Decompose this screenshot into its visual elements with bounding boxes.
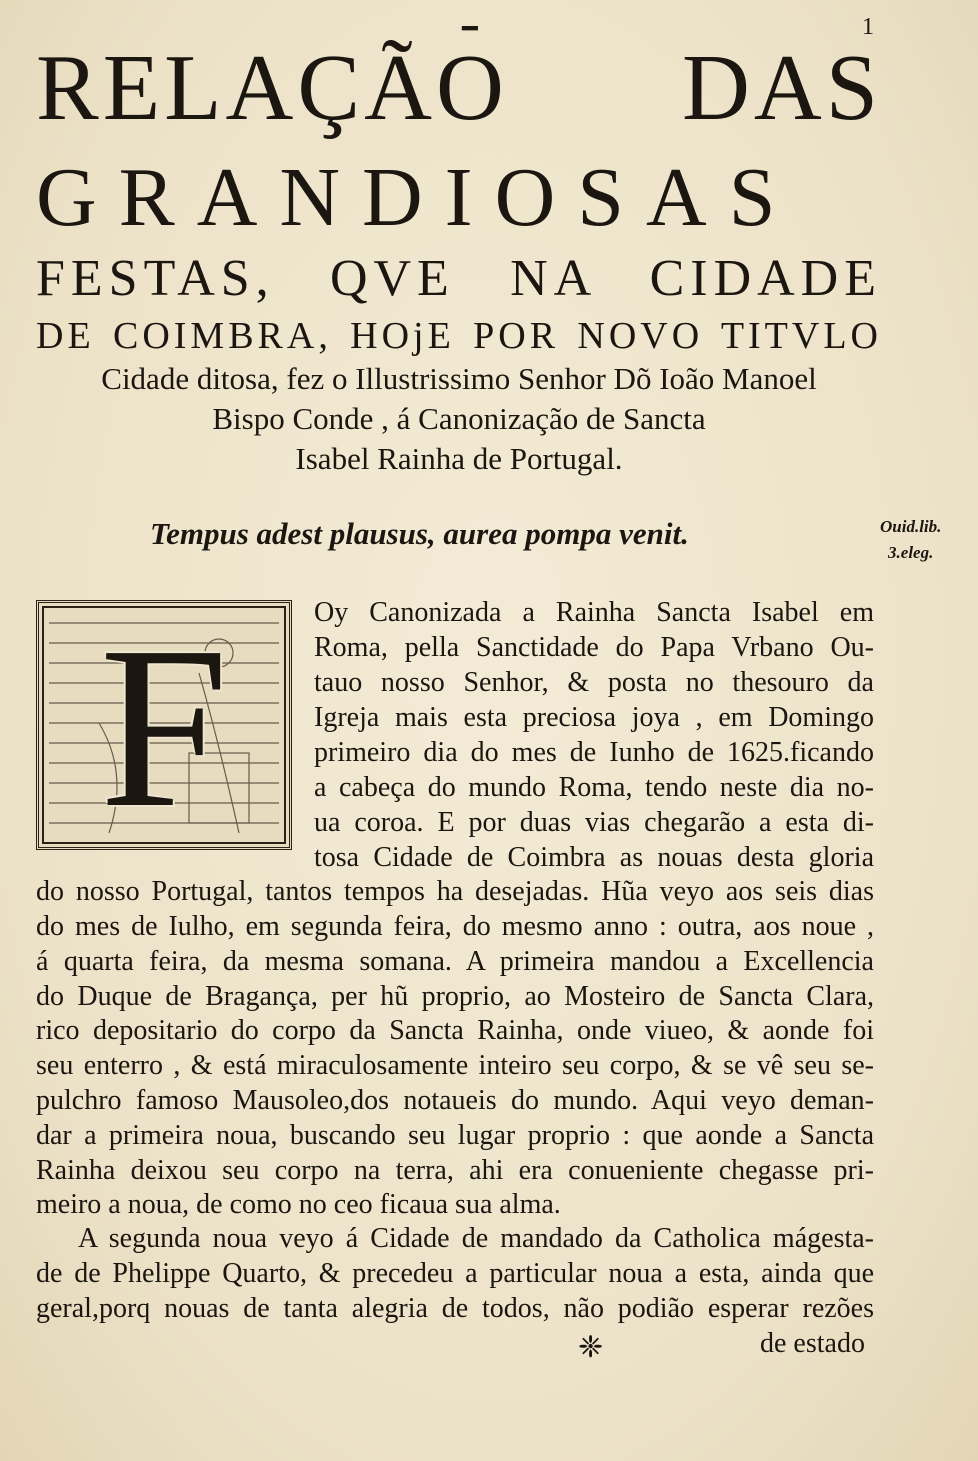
catchword: de estado — [760, 1328, 865, 1359]
margin-citation-line-2: 3.eleg. — [888, 543, 934, 562]
body-line: a cabeça do mundo Roma, tendo neste dia no- — [314, 772, 874, 803]
subtitle-line-2: Bispo Conde , á Canonização de Sancta — [212, 401, 706, 436]
initial-letter: F — [99, 599, 229, 856]
body-line: rico depositario do corpo da Sancta Rainha, onde viueo, & aonde foi — [36, 1015, 874, 1046]
body-line: tauo nosso Senhor, & posta no thesouro da — [314, 667, 874, 698]
body-line: tosa Cidade de Coimbra as nouas desta gloria — [314, 842, 874, 873]
body-line: á quarta feira, da mesma somana. A primeira mandou a Excellencia — [36, 946, 874, 977]
woodcut-initial — [36, 599, 292, 856]
body-line: Roma, pella Sanctidade do Papa Vrbano Ou- — [314, 632, 874, 663]
page-number: 1 — [862, 14, 874, 40]
body-line: geral,porq nouas de tanta alegria de todos, não podião esperar rezões — [36, 1293, 874, 1324]
body-line: A segunda noua veyo á Cidade de mandado da Catholica mágesta- — [78, 1223, 874, 1254]
body-line: do nosso Portugal, tantos tempos ha desejadas. Hũa veyo aos seis dias — [36, 876, 874, 907]
title-line-1: RELAÇÃO DAS — [36, 36, 882, 140]
body-line: de de Phelippe Quarto, & precedeu a particular noua a esta, ainda que — [36, 1258, 874, 1289]
body-line: Rainha deixou seu corpo na terra, ahi era conueniente chegasse pri- — [36, 1155, 874, 1186]
body-line: ua coroa. E por duas vias chegarão a esta di- — [314, 807, 874, 838]
signature-ornament-icon: ❈ — [578, 1331, 604, 1364]
body-line: do Duque de Bragança, per hũ proprio, ao Mosteiro de Sancta Clara, — [36, 981, 874, 1012]
body-line: dar a primeira noua, buscando seu lugar proprio : que aonde a Sancta — [36, 1120, 874, 1151]
margin-citation — [880, 514, 941, 566]
body-line: Oy Canonizada a Rainha Sancta Isabel em — [314, 597, 874, 628]
title-line-3: FESTAS, QVE NA CIDADE — [36, 250, 882, 307]
header-mark: ━ — [462, 14, 476, 43]
body-line: meiro a noua, de como no ceo ficaua sua alma. — [36, 1189, 561, 1220]
body-line: do mes de Iulho, em segunda feira, do mesmo anno : outra, aos noue , — [36, 911, 874, 942]
title-line-4: DE COIMBRA, HOjE POR NOVO TITVLO — [36, 315, 882, 357]
title-line-2: GRANDIOSAS — [36, 151, 798, 244]
subtitle-line-3: Isabel Rainha de Portugal. — [295, 441, 623, 476]
body-line: Igreja mais esta preciosa joya , em Domingo — [314, 702, 874, 733]
margin-citation-line-1: Ouid.lib. — [880, 517, 942, 536]
body-line: primeiro dia do mes de Iunho de 1625.ficando — [314, 737, 874, 768]
subtitle-line-1: Cidade ditosa, fez o Illustrissimo Senhor Dõ Ioão Manoel — [101, 361, 817, 396]
body-line: pulchro famoso Mausoleo,dos notaueis do mundo. Aqui veyo deman- — [36, 1085, 874, 1116]
body-line: seu enterro , & está miraculosamente inteiro seu corpo, & se vê seu se- — [36, 1050, 874, 1081]
epigraph-motto: Tempus adest plausus, aurea pompa venit. — [150, 516, 689, 551]
